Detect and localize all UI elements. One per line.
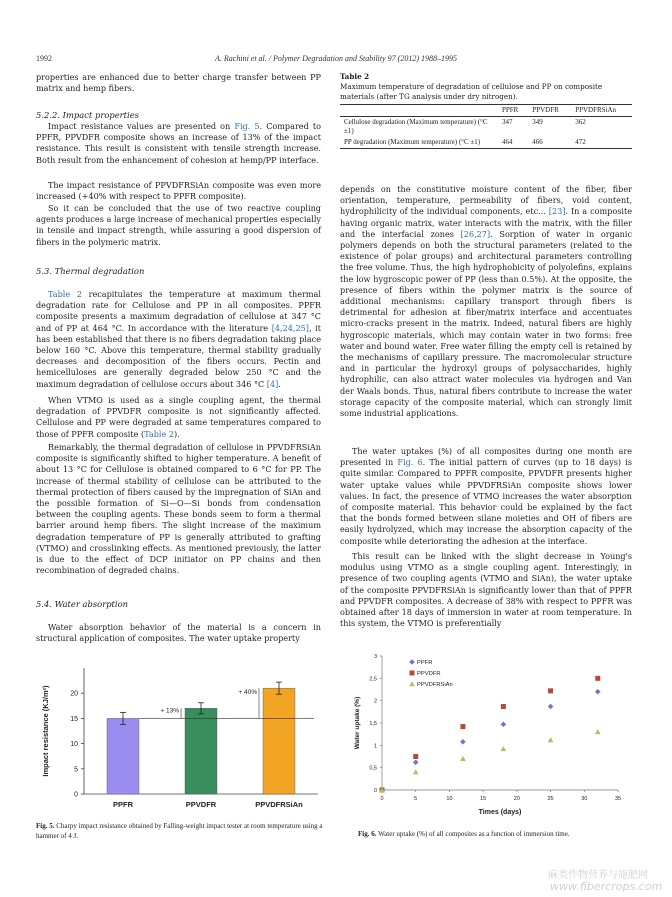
fig6-link[interactable]: Fig. 6	[397, 457, 423, 468]
table2-row	[340, 117, 632, 138]
point-ppvdfrsian	[548, 737, 554, 742]
x-tick-label: PPFR	[112, 800, 134, 809]
y-tick-label: 20	[70, 690, 78, 698]
paragraph-impact-1	[36, 121, 321, 166]
fig5-caption	[36, 822, 326, 841]
y-tick-label: 0,5	[369, 765, 377, 772]
watermark-line1: 麻类作物营养与施肥网	[548, 870, 648, 881]
ref-link[interactable]: [4,24,25]	[271, 322, 309, 333]
table2-header-row	[340, 105, 632, 117]
point-ppvdfr	[413, 754, 418, 759]
table2-column-header	[340, 105, 498, 117]
y-tick-label: 2,5	[369, 676, 377, 683]
table2-row-label: PP degradation (Maximum temperature) (°C ±1)	[344, 138, 481, 146]
fig6-caption	[358, 830, 638, 840]
y-tick-label: 0	[373, 788, 377, 794]
bar-ppvdfrsian	[263, 688, 295, 794]
text-span: . In a composite having organic matrix, water interacts with the matrix, with the filler and the interfacial zones	[340, 206, 632, 239]
table2-column-header: PPFR	[502, 106, 519, 114]
table2-cell: 472	[575, 138, 586, 146]
text-span: , it has been established that there is no fibers degradation taking place below 160 °C. Above this temperature, thermal stability gradually decreases and decomposition of the fibers occurs. Pectin and hemicelluloses are generally degraded below 250 °C and the maximum degradation of cellulose occurs about 346 °C	[36, 322, 321, 389]
point-ppfr	[460, 739, 466, 745]
fig5-chart	[36, 662, 326, 812]
x-tick-label: 15	[480, 796, 487, 802]
section-heading-impact: 5.2.2. Impact properties	[36, 110, 139, 120]
table2-row-label: Cellulose degradation (Maximum temperature) (°C ±1)	[344, 118, 488, 135]
point-ppvdfrsian	[501, 746, 507, 751]
x-tick-label: PPVDFRSiAn	[255, 800, 303, 809]
table2-label: Table 2	[340, 72, 370, 81]
bar-ppvdfr	[185, 708, 217, 794]
table2-cell: 466	[532, 138, 543, 146]
ref-link[interactable]: [26,27]	[460, 228, 491, 239]
bar-ppfr	[107, 718, 139, 794]
legend-marker-ppfr	[409, 659, 415, 665]
section-heading-water: 5.4. Water absorption	[36, 599, 129, 609]
table2-column-header: PPVDFR	[532, 106, 559, 114]
table2-cell: 349	[532, 118, 543, 126]
paragraph-water-2	[340, 184, 632, 419]
table2-link[interactable]: Table 2	[144, 428, 175, 439]
point-ppfr	[501, 722, 507, 728]
table2-caption: Maximum temperature of degradation of cellulose and PP on composite materials (after TG analysis under dry nitrogen).	[340, 82, 603, 101]
text-span: recapitulates the temperature at maximum thermal degradation rate for Cellulose and PP in all composites. PPFR composite presents a maximum degradation of cellulose at 347 °C and of PP at 464 °C. In accordance with the literature	[36, 289, 321, 333]
y-axis-label: Water uptake (%)	[354, 696, 361, 750]
point-ppvdfrsian	[460, 756, 466, 761]
watermark-line2: www.fibercrops.com	[550, 880, 663, 893]
point-ppfr	[595, 689, 601, 695]
x-tick-label: 5	[414, 796, 418, 802]
text-span: When VTMO is used as a single coupling agent, the thermal degradation of PPVDFR composite is not significantly affected. Cellulose and PP were degraded at same temperatures compared to those of PPFR composite (	[36, 395, 321, 439]
paragraph-impact-2: The impact resistance of PPVDFRSiAn composite was even more increased (+40% with respect to PPFR composite).	[36, 180, 321, 202]
point-ppvdfrsian	[413, 769, 419, 774]
y-tick-label: 1,5	[369, 721, 377, 727]
table2	[340, 104, 632, 149]
fig6-chart	[350, 648, 625, 818]
page-number: 1992	[36, 54, 52, 63]
text-span: depends on the constitutive moisture content of the fiber, fiber orientation, temperature, permeability of fibers, void content, hydrophilicity of the individual components, etc...	[340, 184, 632, 217]
paragraph-thermal-3: Remarkably, the thermal degradation of cellulose in PPVDFRSiAn composite is significantly shifted to higher temperature. A benefit of about 13 °C for Cellulose is obtained compared to 6 °C for PP. The increase of thermal stability of cellulose can be attributed to the thermal protection of fibers caused by the impregnation of SiAn and the possible formation of Si—O—Si bonds from condensation between the coupling agents. These bonds seem to form a thermal barrier around hemp fibers. The slight increase of the maximum degradation temperature of PP is generally attributed to grafting (VTMO) and crosslinking effects. As mentioned previously, the latter is due to the effect of DCP initiator on PP chains and then recombination of degraded chains.	[36, 442, 321, 576]
point-ppvdfr	[548, 688, 553, 693]
point-ppvdfrsian	[595, 729, 601, 734]
x-tick-label: 35	[614, 796, 622, 802]
table2-column-header: PPVDFRSiAn	[575, 106, 617, 114]
running-title: A. Rachini et al. / Polymer Degradation and Stability 97 (2012) 1988–1995	[215, 54, 457, 63]
annotation-40: + 40%	[238, 689, 257, 697]
y-tick-label: 5	[74, 766, 78, 774]
y-tick-label: 15	[70, 715, 78, 723]
y-tick-label: 0	[74, 791, 78, 799]
point-ppvdfr	[501, 704, 506, 709]
x-axis-label: Times (days)	[478, 809, 522, 816]
legend-label: PPVDFR	[417, 671, 441, 677]
ref-link[interactable]: [4]	[266, 378, 279, 389]
ref-link[interactable]: [23]	[548, 206, 566, 217]
text-span: The water uptakes (%) of all composites during one month are presented in	[340, 446, 632, 468]
table2-cell: 362	[575, 118, 586, 126]
table2-row	[340, 137, 632, 148]
paragraph-water-3	[340, 446, 632, 547]
paragraph-thermal-1	[36, 289, 321, 390]
paragraph-thermal-2	[36, 395, 321, 440]
table2-title	[340, 72, 632, 102]
table2-cell: 464	[502, 138, 513, 146]
y-tick-label: 2	[373, 698, 377, 705]
text-span: Impact resistance values are presented on	[48, 121, 235, 131]
caption-text: Water uptake (%) of all composites as a function of immersion time.	[376, 830, 570, 838]
text-span: . The initial pattern of curves (up to 18 days) is quite similar. Compared to PPFR composite, PPVDFR presents higher water uptake values while PPVDFRSiAn composite shows lower values. In fact, the presence of VTMO increases the water absorption of composite material. This behavior could be explained by the fact that the bonds formed between silane moieties and OH of fibers are easily hydrolyzed, which may increase the absorption capacity of the composite while deteriorating the adhesion at the interface.	[340, 457, 632, 546]
legend-marker-ppvdfr	[410, 671, 415, 676]
legend-marker-ppvdfrsian	[409, 681, 415, 686]
text-span: . Sorption of water in organic polymers depends on both the structural parameters (related to the existence of polar groups) and architectural parameters controlling the free volume. Thus, the high hydrophobicity of polyolefins, explains the low hygroscopic power of PP (less than 0.5%). At the opposite, the presence of fibers within the polymer matrix is the source of additional mechanisms: capillary transport through fibers is detrimental for adhesion at fiber/matrix interface and accentuates micro-cracks present in the matrix. Indeed, natural fibers are highly hygroscopic materials, which may contain water in two forms: free water and bound water. Free water filling the empty cell is retained by the mechanisms of capillary pressure. The macromolecular structure and in particular the hydroxyl groups of polysaccharides, highly hydrophilic, can also attract water molecules via hydrogen and Van der Waals bonds. Thus, natural fibers contribute to increase the water storage capacity of the composite material, which can strongly limit some industrial applications.	[340, 228, 632, 419]
x-tick-label: PPVDFR	[185, 800, 217, 809]
x-tick-label: 25	[547, 796, 554, 802]
caption-label: Fig. 5.	[36, 822, 55, 830]
paragraph-impact-3: So it can be concluded that the use of two reactive coupling agents produces a large increase of mechanical properties especially in tensile and impact strength, while assuring a good dispersion of fibers in the polymeric matrix.	[36, 203, 321, 247]
x-tick-label: 0	[380, 796, 384, 802]
point-ppfr	[413, 760, 419, 766]
paragraph-water-4: This result can be linked with the slight decrease in Young's modulus using VTMO as a single coupling agent. Interestingly, in presence of two coupling agents (VTMO and SiAn), the water uptake of the composite PPVDFRSiAn is significantly lower than that of PPFR and PPVDFR composites. A decrease of 38% with respect to PPFR was obtained after 18 days of immersion in water at room temperature. In this system, the VTMO is preferentially	[340, 551, 632, 629]
table2-link[interactable]: Table 2	[48, 289, 82, 299]
point-ppvdfr	[460, 724, 465, 729]
point-ppfr	[548, 704, 554, 710]
y-axis-label: Impact resistance (KJ/m²)	[41, 685, 50, 777]
x-tick-label: 30	[581, 796, 588, 802]
table2-cell: 347	[502, 118, 513, 126]
x-tick-label: 20	[513, 796, 520, 802]
y-tick-label: 10	[70, 741, 78, 749]
text-span: ).	[174, 428, 180, 439]
text-span: . Compared to PPFR, PPVDFR composite shows an increase of 13% of the impact resistance. This result is consistent with tensile strength increase. Both result from the enhancement of cohesion at hemp/PP interface.	[36, 121, 322, 165]
section-heading-thermal: 5.3. Thermal degradation	[36, 266, 145, 276]
paragraph-water-1: Water absorption behavior of the material is a concern in structural application of composites. The water uptake property	[36, 622, 321, 644]
caption-text: Charpy impact resistance obtained by Falling-weight impact tester at room temperature using a hammer of 4 J.	[36, 822, 323, 840]
fig5-link[interactable]: Fig. 5	[234, 121, 260, 131]
legend-label: PPFR	[417, 660, 433, 666]
caption-label: Fig. 6.	[358, 830, 377, 838]
point-ppvdfr	[595, 676, 600, 681]
text-span: .	[278, 378, 281, 389]
y-tick-label: 1	[373, 743, 377, 750]
paragraph-properties: properties are enhanced due to better charge transfer between PP matrix and hemp fibers.	[36, 72, 321, 94]
y-tick-label: 3	[373, 654, 377, 660]
annotation-13: + 13%	[160, 707, 179, 715]
x-tick-label: 10	[446, 796, 453, 802]
legend-label: PPVDFRSiAn	[417, 682, 453, 688]
